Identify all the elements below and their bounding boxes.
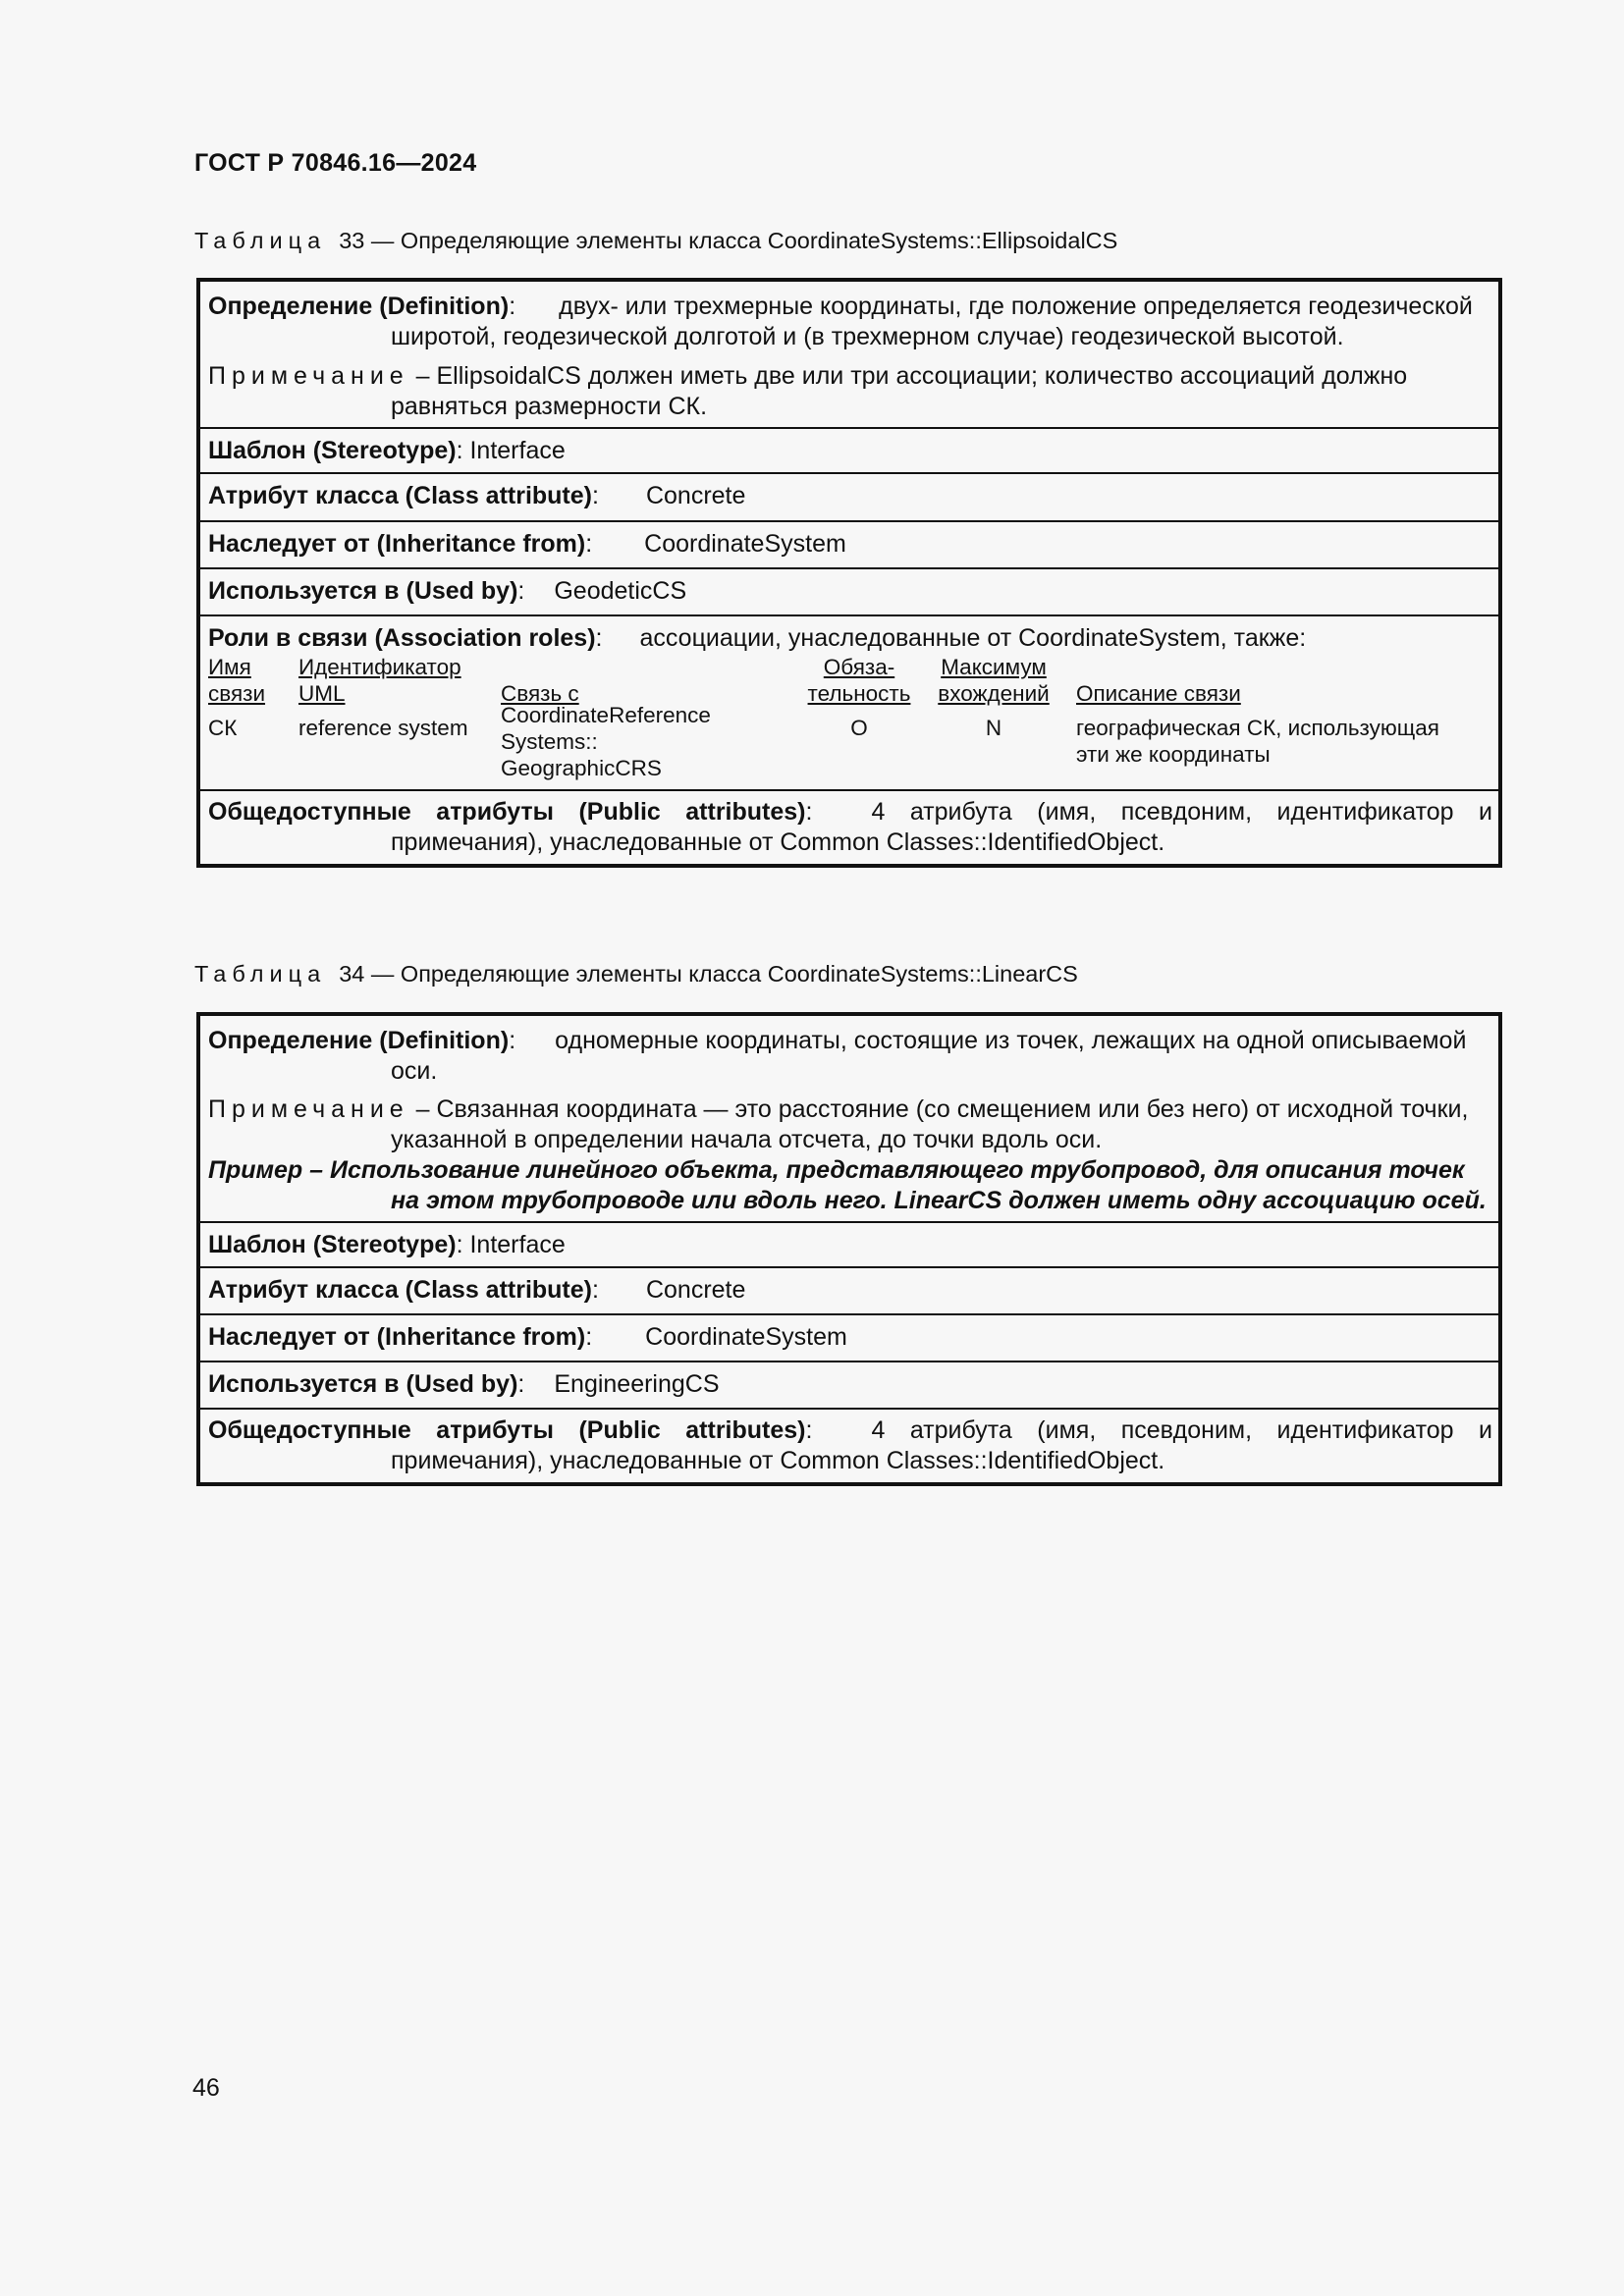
table34-inherit-label: Наследует от (Inheritance from) (208, 1323, 586, 1351)
table34-note-text-1: Связанная координата — это расстояние (со смещением или без него) от исходной (436, 1095, 1394, 1123)
table34-stereotype-label: Шаблон (Stereotype) (208, 1231, 457, 1258)
table33-roles-table (208, 654, 1492, 783)
table33-definition-row (200, 282, 1498, 427)
roles-header-name: Имя связи (208, 655, 266, 706)
table34-stereotype-value: Interface (469, 1231, 566, 1258)
table34-note-label: Примечание (208, 1095, 409, 1123)
table33-roles-text: ассоциации, унаследованные от CoordinateSystem, также: (639, 624, 1307, 652)
roles-cell-obligation: O (850, 716, 868, 740)
table33-used-by-label: Используется в (Used by) (208, 577, 518, 605)
table33-roles-heading: Роли в связи (Association roles): ассоциации, унаследованные от CoordinateSystem, также: (208, 624, 1307, 652)
table33-public: Общедоступные атрибуты (Public attributes): 4 атрибута (имя, псевдоним, идентификатор и примечания), унаследованные от Common Classes::IdentifiedObject. (208, 798, 1492, 856)
roles-cell-name: СК (208, 716, 238, 740)
table33-class-attr-row: Атрибут класса (Class attribute): Concrete (200, 472, 1498, 520)
table33-used-by-value: GeodeticCS (554, 577, 687, 605)
table33-inherit-row: Наследует от (Inheritance from): CoordinateSystem (200, 520, 1498, 567)
table34-public: Общедоступные атрибуты (Public attributes): 4 атрибута (имя, псевдоним, идентификатор и примечания), унаследованные от Common Classes::IdentifiedObject. (208, 1416, 1492, 1474)
roles-header-desc: Описание связи (1076, 681, 1241, 706)
table34-definition-label: Определение (Definition) (208, 1027, 510, 1054)
table34-example-1: Пример – Использование линейного объекта, представляющего трубопровод, для описания (208, 1156, 1382, 1184)
table33-roles-row (200, 614, 1498, 789)
page-number: 46 (192, 2074, 220, 2102)
table33-caption-text: 33 — Определяющие элементы класса CoordinateSystems::EllipsoidalCS (339, 228, 1118, 253)
table33-inherit-label: Наследует от (Inheritance from) (208, 530, 586, 558)
table34-note-text-2: точки, указанной в определении начала отсчета, до точки вдоль оси. (391, 1095, 1469, 1153)
table33-definition-text-1: двух- или трехмерные координаты, где положение определяется (559, 293, 1302, 320)
table34-caption-word: Таблица (194, 961, 327, 987)
table34-inherit-value: CoordinateSystem (645, 1323, 847, 1351)
table33 (196, 278, 1502, 868)
table34-used-by-label: Используется в (Used by) (208, 1370, 518, 1398)
table33-definition-label: Определение (Definition) (208, 293, 510, 320)
table33-public-row (200, 789, 1498, 864)
table34-stereotype-row: Шаблон (Stereotype): Interface (200, 1221, 1498, 1266)
table33-note-text-1: EllipsoidalCS должен иметь две или три ассоциации; количество ассоциаций должно (436, 362, 1408, 390)
table34-class-attr-row: Атрибут класса (Class attribute): Concrete (200, 1266, 1498, 1313)
roles-cell-max: N (985, 716, 1002, 740)
table34-example-3: ассоциацию осей. (1263, 1187, 1487, 1214)
table33-note-label: Примечание (208, 362, 409, 390)
table33-definition: Определение (Definition): двух- или трехмерные координаты, где положение определяется геодезической широтой, геодезической долготой и (в трехмерном случае) геодезической высотой. (208, 293, 1473, 350)
table34-class-attr-value: Concrete (645, 1276, 746, 1304)
table34-used-by-row: Используется в (Used by): EngineeringCS (200, 1361, 1498, 1408)
table34-public-text-1: 4 атрибута (имя, псевдоним, идентификатор (871, 1416, 1454, 1444)
table34-definition: Определение (Definition): одномерные координаты, состоящие из точек, лежащих на одной описываемой оси. (208, 1027, 1467, 1085)
table34-used-by-value: EngineeringCS (554, 1370, 720, 1398)
table34-class-attr-label: Атрибут класса (Class attribute) (208, 1276, 592, 1304)
table33-stereotype-row: Шаблон (Stereotype): Interface (200, 427, 1498, 472)
table34-example (208, 1155, 1492, 1216)
table34-caption-text: 34 — Определяющие элементы класса CoordinateSystems::LinearCS (339, 961, 1078, 987)
document-header: ГОСТ Р 70846.16—2024 (194, 149, 477, 177)
table33-class-attr-label: Атрибут класса (Class attribute) (208, 482, 592, 509)
roles-header-uml: Идентификатор UML (298, 655, 461, 706)
table33-used-by-row: Используется в (Used by): GeodeticCS (200, 567, 1498, 614)
table33-stereotype-value: Interface (469, 437, 566, 464)
table34-definition-row (200, 1016, 1498, 1221)
table33-roles-label: Роли в связи (Association roles) (208, 624, 596, 652)
roles-header-max: Максимум вхождений (938, 655, 1050, 706)
table33-caption-word: Таблица (194, 228, 327, 253)
roles-header-obligation: Обяза- тельность (807, 655, 911, 706)
roles-cell-desc: географическая СК, использующая эти же координаты (1076, 716, 1439, 767)
roles-header-link: Связь с (501, 681, 579, 706)
roles-cell-link: CoordinateReference Systems:: GeographicCRS (501, 703, 711, 780)
table33-stereotype-label: Шаблон (Stereotype) (208, 437, 457, 464)
table34-public-row (200, 1408, 1498, 1482)
table34-public-label: Общедоступные атрибуты (Public attributes) (208, 1416, 806, 1444)
table34-inherit-row: Наследует от (Inheritance from): CoordinateSystem (200, 1313, 1498, 1361)
table33-public-text-2: и примечания), унаследованные от Common Classes::IdentifiedObject. (391, 798, 1492, 856)
roles-cell-uml: reference system (298, 716, 468, 740)
table34-definition-text-1: одномерные координаты, состоящие из точек, лежащих на одной (555, 1027, 1305, 1054)
table33-definition-text-2: геодезической широтой, геодезической долготой и (в трехмерном случае) геодезической высотой. (391, 293, 1473, 350)
table34-public-text-2: и примечания), унаследованные от Common Classes::IdentifiedObject. (391, 1416, 1492, 1474)
table34-definition-text-2: описываемой оси. (391, 1027, 1467, 1085)
table34-caption (194, 961, 1078, 988)
table33-note: Примечание – EllipsoidalCS должен иметь две или три ассоциации; количество ассоциаций должно равняться размерности СК. (208, 362, 1408, 420)
table34-example-2: точек на этом трубопроводе или вдоль него. LinearCS должен иметь одну (391, 1156, 1465, 1214)
table34-note: Примечание – Связанная координата — это расстояние (со смещением или без него) от исходной точки, указанной в определении начала отсчета, до точки вдоль оси. (208, 1095, 1469, 1153)
table33-public-text-1: 4 атрибута (имя, псевдоним, идентификатор (871, 798, 1454, 826)
table33-public-label: Общедоступные атрибуты (Public attributes) (208, 798, 806, 826)
table33-inherit-value: CoordinateSystem (644, 530, 846, 558)
table33-caption (194, 228, 1117, 254)
table33-note-text-2: равняться размерности СК. (391, 393, 708, 420)
table34 (196, 1012, 1502, 1486)
table33-class-attr-value: Concrete (645, 482, 746, 509)
